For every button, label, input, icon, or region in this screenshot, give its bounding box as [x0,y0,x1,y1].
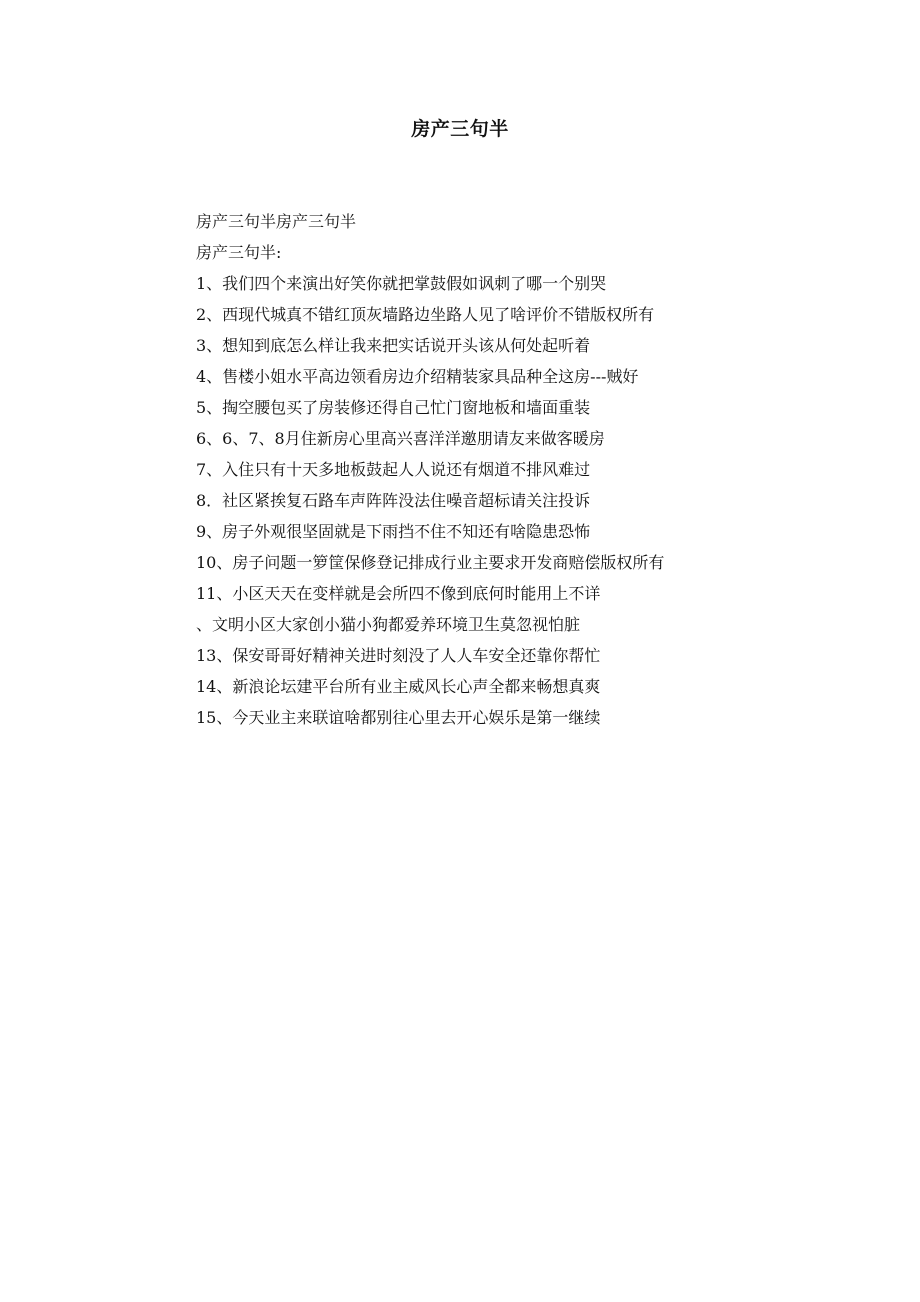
text-line: 房产三句半房产三句半 [196,212,357,231]
document-title: 房产三句半 [411,118,509,140]
text-line: 8．社区紧挨复石路车声阵阵没法住噪音超标请关注投诉 [196,491,591,510]
text-line: 5、掏空腰包买了房装修还得自己忙门窗地板和墙面重装 [196,398,591,417]
text-line: 7、入住只有十天多地板鼓起人人说还有烟道不排风难过 [196,460,591,479]
text-line: 13、保安哥哥好精神关进时刻没了人人车安全还靠你帮忙 [196,646,601,665]
text-line: 4、售楼小姐水平高边领看房边介绍精装家具品种全这房---贼好 [196,367,639,386]
document-body [196,206,816,733]
text-line: 9、房子外观很坚固就是下雨挡不住不知还有啥隐患恐怖 [196,522,591,541]
text-line: 6、6、7、8月住新房心里高兴喜洋洋邀朋请友来做客暖房 [196,429,605,448]
text-line: 、文明小区大家创小猫小狗都爱养环境卫生莫忽视怕脏 [196,615,581,634]
text-line: 10、房子问题一箩筐保修登记排成行业主要求开发商赔偿版权所有 [196,553,665,572]
text-line: 房产三句半: [196,243,282,262]
text-line: 14、新浪论坛建平台所有业主威风长心声全都来畅想真爽 [196,677,601,696]
text-line: 3、想知到底怎么样让我来把实话说开头该从何处起听着 [196,336,591,355]
text-line: 2、西现代城真不错红顶灰墙路边坐路人见了啥评价不错版权所有 [196,305,655,324]
text-line: 15、今天业主来联谊啥都别往心里去开心娱乐是第一继续 [196,708,601,727]
text-line: 1、我们四个来演出好笑你就把掌鼓假如讽刺了哪一个别哭 [196,274,607,293]
text-line: 11、小区天天在变样就是会所四不像到底何时能用上不详 [196,584,601,603]
